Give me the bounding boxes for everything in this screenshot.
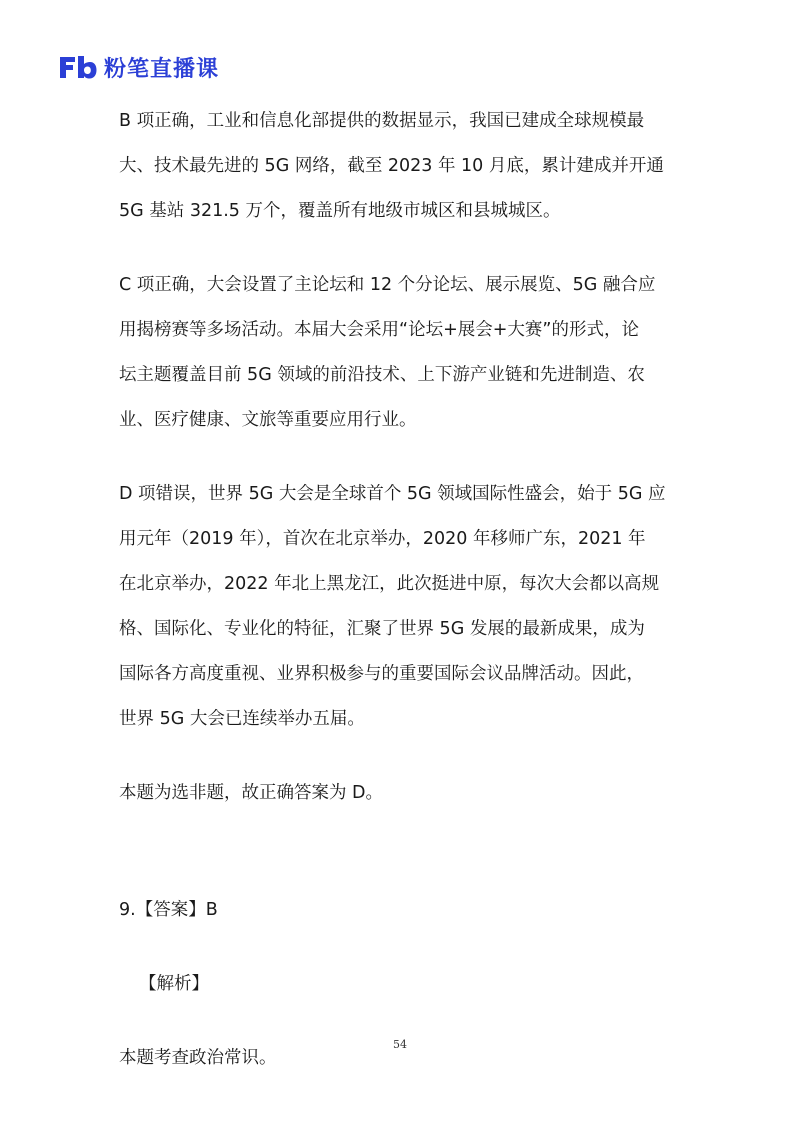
header-logo — [58, 52, 219, 82]
fenbi-logo-icon — [58, 54, 98, 80]
text-line: B 项正确，工业和信息化部提供的数据显示，我国已建成全球规模最 — [119, 111, 645, 131]
question-9-answer — [119, 888, 689, 933]
document-body — [119, 99, 689, 1081]
text-line: 国际各方高度重视、业界积极参与的重要国际会议品牌活动。因此， — [119, 664, 644, 684]
text-line: 用揭榜赛等多场活动。本届大会采用“论坛+展会+大赛”的形式，论 — [119, 320, 639, 340]
text-line: 在北京举办，2022 年北上黑龙江，此次挺进中原，每次大会都以高规 — [119, 574, 660, 594]
text-line: 本题为选非题，故正确答案为 D。 — [119, 783, 384, 803]
analysis-heading: 【解析】 — [139, 974, 209, 994]
text-line: C 项正确，大会设置了主论坛和 12 个分论坛、展示展览、5G 融合应 — [119, 275, 656, 295]
conclusion-line — [119, 771, 689, 816]
answer-line: 9.【答案】B — [119, 900, 218, 920]
page-number: 54 — [393, 1038, 407, 1051]
paragraph-option-c — [119, 263, 689, 443]
analysis-label — [119, 962, 689, 1007]
brand-name: 粉笔直播课 — [104, 56, 220, 82]
text-line: 本题考查政治常识。 — [119, 1048, 277, 1068]
text-line: D 项错误，世界 5G 大会是全球首个 5G 领域国际性盛会，始于 5G 应 — [119, 484, 666, 504]
text-line: 格、国际化、专业化的特征，汇聚了世界 5G 发展的最新成果，成为 — [119, 619, 645, 639]
text-line: 5G 基站 321.5 万个，覆盖所有地级市城区和县城城区。 — [119, 201, 561, 221]
paragraph-option-d — [119, 472, 689, 742]
text-line: 世界 5G 大会已连续举办五届。 — [119, 709, 365, 729]
paragraph-option-b — [119, 99, 689, 234]
text-line: 大、技术最先进的 5G 网络，截至 2023 年 10 月底，累计建成并开通 — [119, 156, 664, 176]
text-line: 坛主题覆盖目前 5G 领域的前沿技术、上下游产业链和先进制造、农 — [119, 365, 645, 385]
text-line: 用元年（2019 年），首次在北京举办，2020 年移师广东，2021 年 — [119, 529, 646, 549]
text-line: 业、医疗健康、文旅等重要应用行业。 — [119, 410, 417, 430]
